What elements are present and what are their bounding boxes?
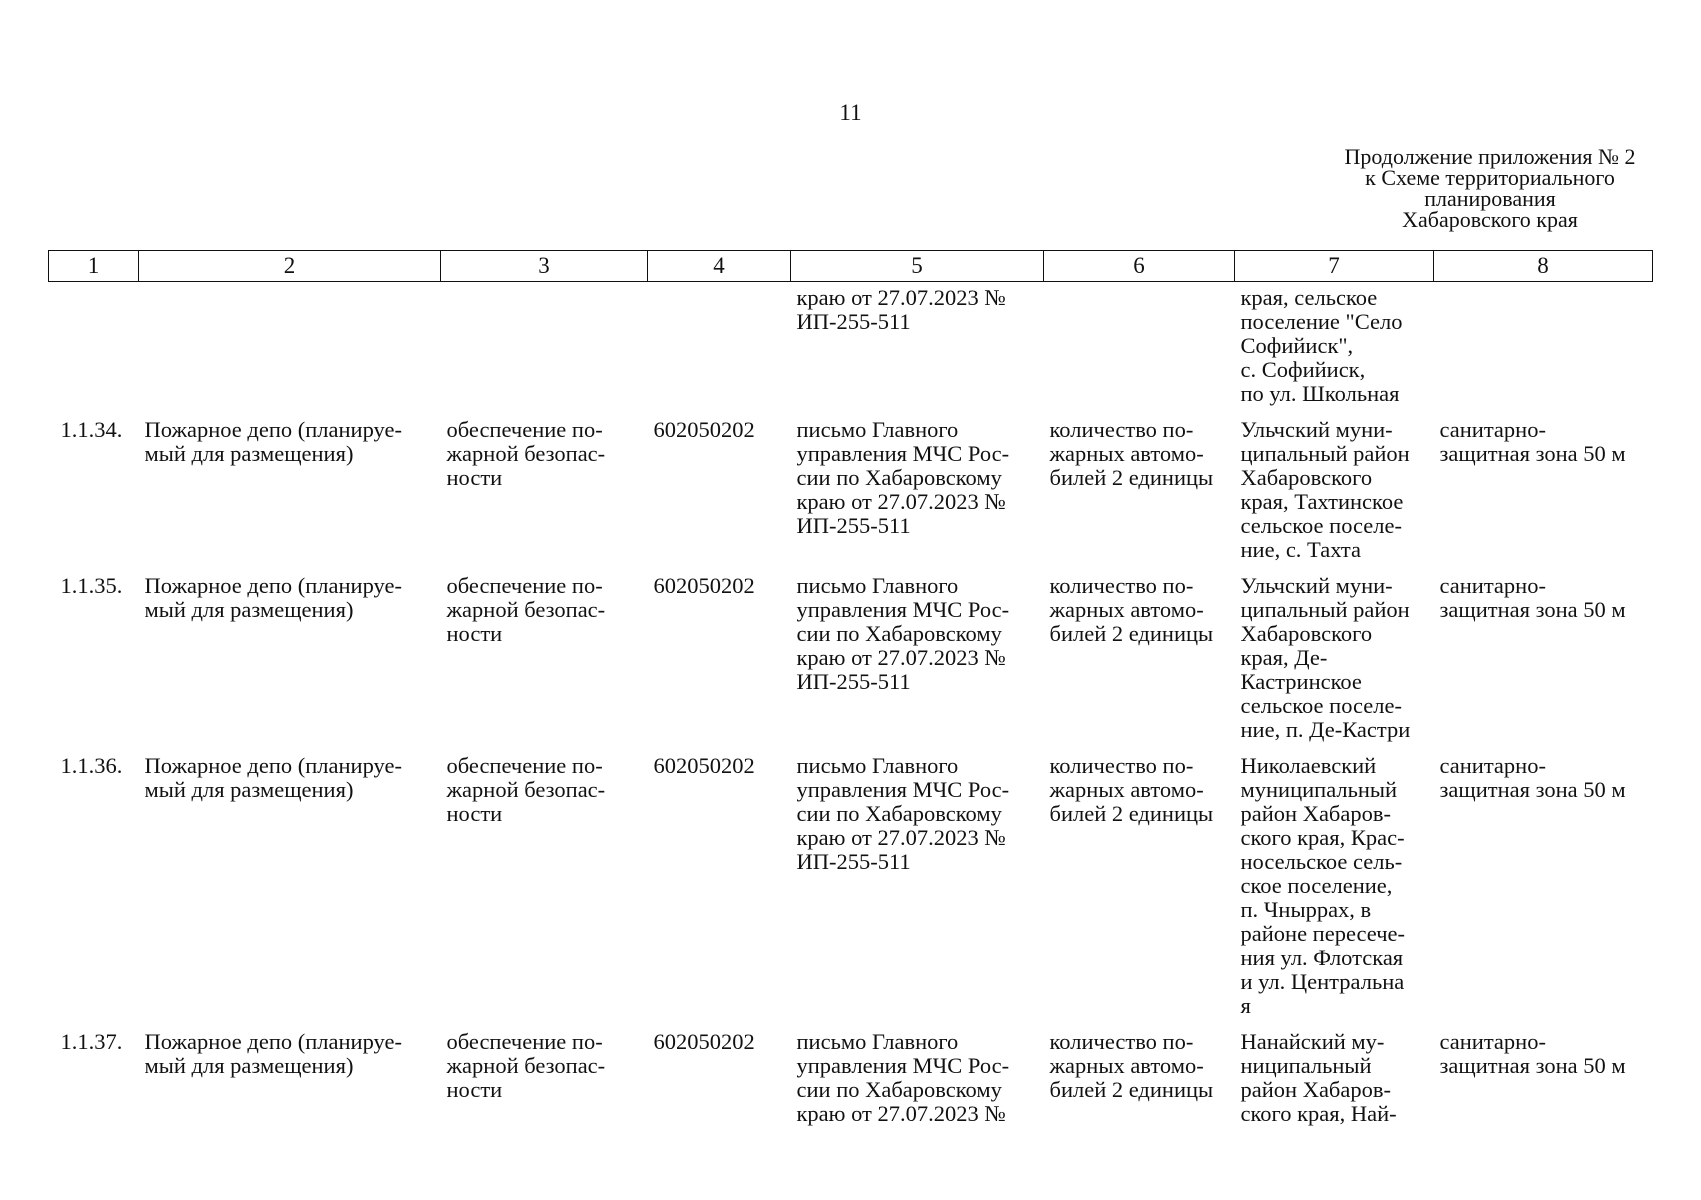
appendix-note (1310, 146, 1670, 230)
location-cell: Нанайский му- ниципальный район Хабаров- ского края, Най- (1240, 1029, 1397, 1126)
appendix-note-line: к Схеме территориального (1365, 165, 1615, 190)
capacity-cell: количество по- жарных автомо- билей 2 единицы (1049, 753, 1214, 826)
basis-cell: письмо Главного управления МЧС Рос- сии по Хабаровскому краю от 27.07.2023 № ИП-255-511 (796, 573, 1010, 694)
objects-table (48, 250, 1653, 1126)
purpose-cell: обеспечение по- жарной безопас- ности (446, 417, 606, 490)
row-number: 1.1.37. (60, 1029, 123, 1054)
column-number-header (49, 251, 1653, 282)
row-number: 1.1.35. (60, 573, 123, 598)
object-name-cell: Пожарное депо (планируе- мый для размещения) (144, 417, 402, 466)
empty-cell (648, 282, 791, 407)
empty-cell (139, 282, 441, 407)
code-cell: 602050202 (653, 573, 755, 598)
location-cell: Николаевский муниципальный район Хабаров- ского края, Крас- носельское сель- ское поселение, п. Чныррах, в районе пересече- ния ул. Флотская и ул. Центральна я (1240, 753, 1405, 1018)
column-header: 7 (1235, 251, 1434, 282)
row-number: 1.1.34. (60, 417, 123, 442)
zone-cell: санитарно- защитная зона 50 м (1439, 417, 1626, 466)
column-header: 1 (49, 251, 139, 282)
column-header: 5 (791, 251, 1044, 282)
basis-cell: письмо Главного управления МЧС Рос- сии по Хабаровскому краю от 27.07.2023 № ИП-255-511 (796, 417, 1010, 538)
appendix-note-line: Продолжение приложения № 2 (1344, 144, 1636, 169)
table-row (49, 742, 1653, 1018)
location-cell: края, сельское поселение "Село Софийиск", с. Софийиск, по ул. Школьная (1240, 285, 1403, 406)
empty-cell (1044, 282, 1235, 407)
zone-cell: санитарно- защитная зона 50 м (1439, 573, 1626, 622)
code-cell: 602050202 (653, 1029, 755, 1054)
row-number: 1.1.36. (60, 753, 123, 778)
column-header: 4 (648, 251, 791, 282)
basis-cell: письмо Главного управления МЧС Рос- сии по Хабаровскому краю от 27.07.2023 № (796, 1029, 1010, 1126)
column-header: 3 (441, 251, 648, 282)
table-row (49, 1018, 1653, 1126)
empty-cell (441, 282, 648, 407)
zone-cell: санитарно- защитная зона 50 м (1439, 753, 1626, 802)
location-cell: Ульчский муни- ципальный район Хабаровского края, Тахтинское сельское поселе- ние, с. Тахта (1240, 417, 1410, 562)
page-number: 11 (839, 100, 862, 125)
appendix-note-line: планирования (1424, 186, 1556, 211)
basis-cell: письмо Главного управления МЧС Рос- сии по Хабаровскому краю от 27.07.2023 № ИП-255-511 (796, 753, 1010, 874)
object-name-cell: Пожарное депо (планируе- мый для размещения) (144, 573, 402, 622)
appendix-note-line: Хабаровского края (1402, 207, 1578, 232)
table-row (49, 406, 1653, 562)
object-name-cell: Пожарное депо (планируе- мый для размещения) (144, 753, 402, 802)
purpose-cell: обеспечение по- жарной безопас- ности (446, 573, 606, 646)
column-header: 2 (139, 251, 441, 282)
capacity-cell: количество по- жарных автомо- билей 2 единицы (1049, 573, 1214, 646)
table-row (49, 562, 1653, 742)
object-name-cell: Пожарное депо (планируе- мый для размещения) (144, 1029, 402, 1078)
zone-cell: санитарно- защитная зона 50 м (1439, 1029, 1626, 1078)
code-cell: 602050202 (653, 417, 755, 442)
purpose-cell: обеспечение по- жарной безопас- ности (446, 753, 606, 826)
capacity-cell: количество по- жарных автомо- билей 2 единицы (1049, 417, 1214, 490)
column-header: 8 (1434, 251, 1653, 282)
basis-cell: краю от 27.07.2023 № ИП-255-511 (796, 285, 1006, 334)
column-header: 6 (1044, 251, 1235, 282)
empty-cell (1434, 282, 1653, 407)
location-cell: Ульчский муни- ципальный район Хабаровского края, Де- Кастринское сельское поселе- ние, п. Де-Кастри (1240, 573, 1411, 742)
purpose-cell: обеспечение по- жарной безопас- ности (446, 1029, 606, 1102)
empty-cell (49, 282, 139, 407)
continuation-row (49, 282, 1653, 407)
code-cell: 602050202 (653, 753, 755, 778)
capacity-cell: количество по- жарных автомо- билей 2 единицы (1049, 1029, 1214, 1102)
